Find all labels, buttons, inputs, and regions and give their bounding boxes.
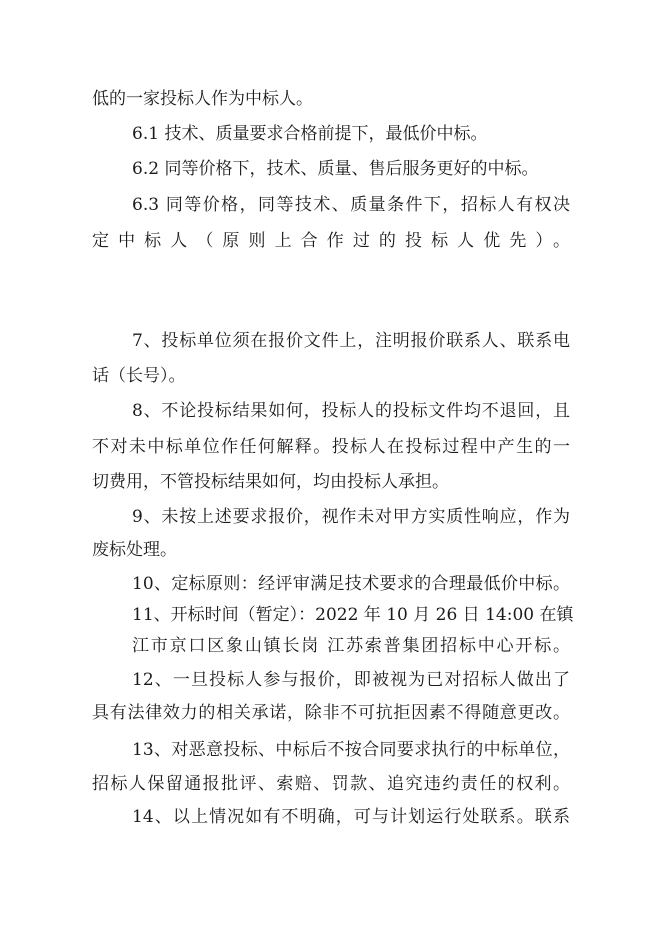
paragraph-line: 招标人保留通报批评、索赔、罚款、追究违约责任的权利。 (92, 774, 570, 794)
paragraph-line: 13、对恶意投标、中标后不按合同要求执行的中标单位， (132, 740, 570, 760)
paragraph-line: 14、以上情况如有不明确，可与计划运行处联系。联系 (132, 807, 570, 827)
paragraph-line: 切费用，不管投标结果如何，均由投标人承担。 (92, 472, 449, 492)
paragraph-line: 12、一旦投标人参与报价，即被视为已对招标人做出了 (132, 670, 570, 690)
paragraph-line: 6.2 同等价格下，技术、质量、售后服务更好的中标。 (132, 159, 539, 179)
paragraph-line: 6.1 技术、质量要求合格前提下，最低价中标。 (132, 124, 488, 144)
paragraph-line: 10、定标原则：经评审满足技术要求的合理最低价中标。 (132, 574, 570, 594)
paragraph-line: 废标处理。 (92, 540, 177, 560)
paragraph-line: 低的一家投标人作为中标人。 (92, 89, 313, 109)
paragraph-line: 具有法律效力的相关承诺，除非不可抗拒因素不得随意更改。 (92, 703, 570, 723)
paragraph-line: 话（长号）。 (92, 366, 186, 386)
paragraph-line: 8、不论投标结果如何，投标人的投标文件均不退回，且 (132, 401, 570, 421)
paragraph-line: 江市京口区象山镇长岗 江苏索普集团招标中心开标。 (132, 636, 570, 656)
paragraph-line: 7、投标单位须在报价文件上，注明报价联系人、联系电 (132, 331, 570, 351)
paragraph-line: 11、开标时间（暂定）：2022 年 10 月 26 日 14:00 在镇 (132, 605, 574, 625)
paragraph-line: 9、未按上述要求报价，视作未对甲方实质性响应，作为 (132, 507, 570, 527)
paragraph-line: 定中标人（原则上合作过的投标人优先）。 (92, 231, 570, 251)
paragraph-line: 不对未中标单位作任何解释。投标人在投标过程中产生的一 (92, 437, 570, 457)
paragraph-line: 6.3 同等价格，同等技术、质量条件下，招标人有权决 (132, 195, 570, 215)
